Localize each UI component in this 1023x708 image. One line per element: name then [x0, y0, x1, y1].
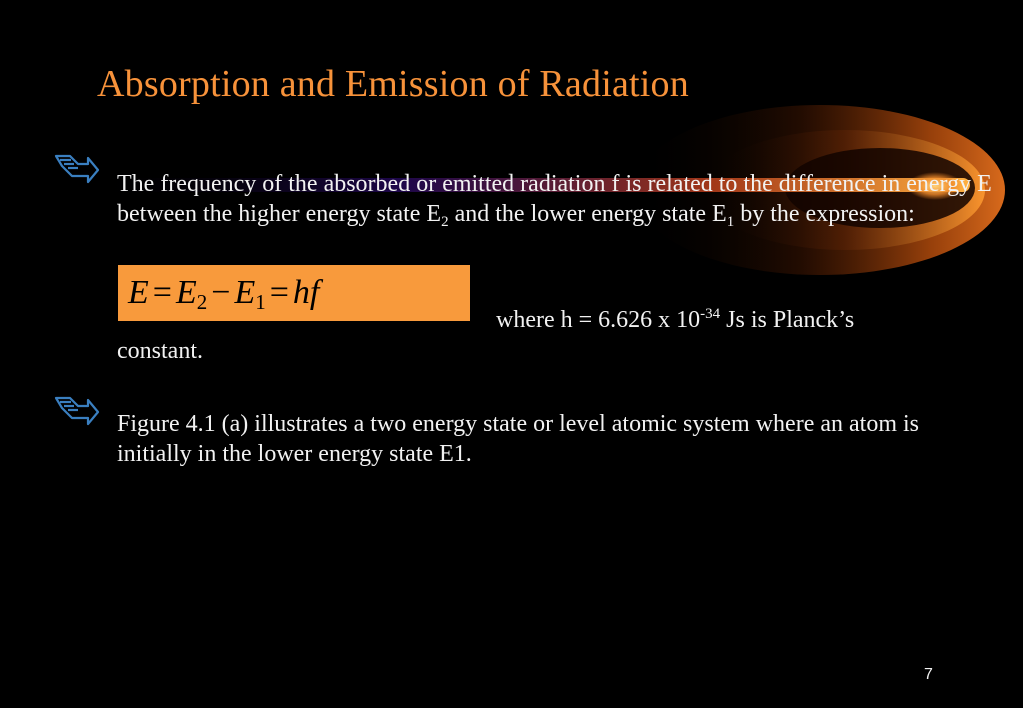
formula-box [118, 265, 470, 321]
planck-constant-text: where h = 6.626 x $10^{-34}$ Js is Planck’s [496, 306, 855, 333]
slide-title: Absorption and Emission of Radiation [97, 63, 689, 105]
arrow-bullet-icon [52, 392, 100, 432]
bullet-2-text: Figure 4.1 (a) illustrates a two energy state or level atomic system where an atom is initially in the lower energy state E1. [117, 411, 919, 467]
bullet-1-text: The frequency of the absorbed or emitted radiation f is related to the difference in energy E between the higher energy state $E_2$ and the lower energy state $E_1$ by the expression: [117, 171, 992, 230]
formula: E = E2 − E1 = hf [128, 274, 320, 314]
arrow-bullet-icon [52, 150, 100, 190]
page-number: 7 [924, 666, 933, 683]
constant-text: constant. [117, 338, 203, 364]
